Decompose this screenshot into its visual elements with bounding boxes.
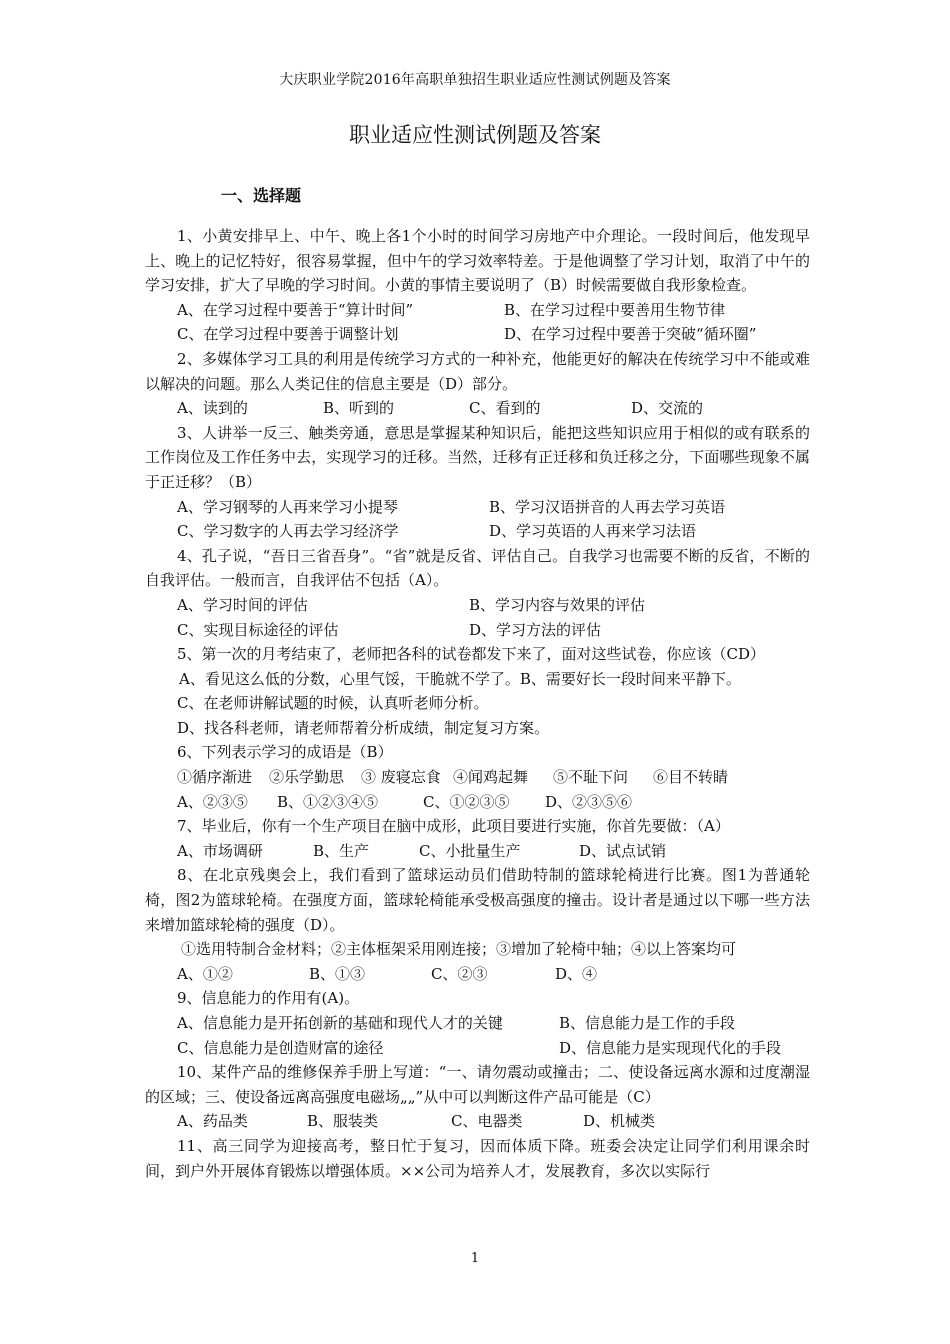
- question-5-stem: 5、第一次的月考结束了，老师把各科的试卷都发下来了，面对这些试卷，你应该（CD）: [177, 645, 766, 664]
- question-4-option-d: D、学习方法的评估: [469, 620, 602, 639]
- question-6-idiom: ③ 废寝忘食: [361, 768, 441, 787]
- question-4-stem: 4、孔子说，“吾日三省吾身”。“省”就是反省、评估自己。自我学习也需要不断的反省，不断的自我评估。一般而言，自我评估不包括（A）。: [145, 546, 810, 590]
- question-3-option-c: C、学习数字的人再去学习经济学: [177, 522, 399, 541]
- question-6-idiom: ①循序渐进: [177, 768, 253, 787]
- question-1-option-a: A、在学习过程中要善于“算计时间”: [177, 300, 414, 319]
- question-2-option-a: A、读到的: [177, 399, 248, 418]
- question-5-option-c: C、在老师讲解试题的时候，认真听老师分析。: [177, 694, 489, 713]
- question-8-option-c: C、②③: [431, 964, 488, 983]
- question-11-stem: 11、高三同学为迎接高考，整日忙于复习，因而体质下降。班委会决定让同学们利用课余时间，到户外开展体育锻炼以增强体质。××公司为培养人才，发展教育，多次以实际行: [145, 1136, 810, 1180]
- question-8-options: [145, 962, 810, 987]
- question-10-stem: 10、某件产品的维修保养手册上写道：“一、请勿震动或撞击；二、使设备远离水源和过度潮湿的区域；三、使设备远离高强度电磁场„„”从中可以判断这件产品可能是（C）: [145, 1063, 810, 1106]
- question-10-option-a: A、药品类: [177, 1112, 248, 1131]
- question-8-option-b: B、①③: [309, 964, 366, 983]
- question-10-option-b: B、服装类: [307, 1112, 379, 1131]
- question-2-option-b: B、听到的: [323, 399, 395, 418]
- question-1-option-c: C、在学习过程中要善于调整计划: [177, 325, 399, 344]
- question-4-options-row2: [145, 618, 810, 643]
- question-7-option-c: C、小批量生产: [419, 841, 521, 860]
- question-5-option-d: D、找各科老师，请老师帮着分析成绩，制定复习方案。: [177, 718, 550, 737]
- question-7-option-b: B、生产: [313, 841, 370, 860]
- question-6-option-a: A、②③⑤: [177, 792, 248, 811]
- question-8-stem: 8、在北京残奥会上，我们看到了篮球运动员们借助特制的篮球轮椅进行比赛。图1为普通轮椅，图2为篮球轮椅。在强度方面，篮球轮椅能承受极高强度的撞击。设计者是通过以下哪一些方法来增加篮球轮椅的强度（D）。: [145, 866, 810, 934]
- question-4-option-c: C、实现目标途径的评估: [177, 620, 339, 639]
- question-7-stem: 7、毕业后，你有一个生产项目在脑中成形，此项目要进行实施，你首先要做：（A）: [177, 817, 730, 836]
- section-heading: 一、选择题: [221, 186, 302, 205]
- question-3-stem: 3、人讲举一反三、触类旁通，意思是掌握某种知识后，能把这些知识应用于相似的或有联系的工作岗位及工作任务中去，实现学习的迁移。当然，迁移有正迁移和负迁移之分，下面哪些现象不属于正迁移？（B）: [145, 423, 810, 491]
- question-6-options: [145, 790, 810, 815]
- question-8-option-d: D、④: [555, 964, 598, 983]
- question-4-option-a: A、学习时间的评估: [177, 595, 308, 614]
- question-9-options-row1: [145, 1011, 810, 1036]
- question-8-option-a: A、①②: [177, 964, 233, 983]
- question-3-options-row2: [145, 519, 810, 544]
- question-1-options-row1: [145, 298, 810, 323]
- question-6-idiom: ②乐学勤思: [269, 768, 345, 787]
- question-3-option-a: A、学习钢琴的人再来学习小提琴: [177, 497, 398, 516]
- question-9-option-c: C、信息能力是创造财富的途径: [177, 1038, 384, 1057]
- question-6-stem: 6、下列表示学习的成语是（B）: [177, 743, 393, 762]
- question-8-statements: ①选用特制合金材料；②主体框架采用刚连接；③增加了轮椅中轴；④以上答案均可: [181, 940, 737, 959]
- question-9-option-a: A、信息能力是开拓创新的基础和现代人才的关键: [177, 1014, 503, 1032]
- question-10-option-c: C、电器类: [451, 1112, 523, 1131]
- question-2-stem: 2、多媒体学习工具的利用是传统学习方式的一种补充，他能更好的解决在传统学习中不能或难以解决的问题。那么人类记住的信息主要是（D）部分。: [145, 349, 810, 393]
- question-6-option-c: C、①②③⑤: [423, 792, 510, 811]
- question-9-option-d: D、信息能力是实现现代化的手段: [559, 1038, 782, 1057]
- question-3-option-d: D、学习英语的人再来学习法语: [489, 522, 697, 541]
- question-4-options-row1: [145, 593, 810, 618]
- question-1-option-d: D、在学习过程中要善于突破“循环圈”: [504, 325, 757, 344]
- question-6-idiom: ④闻鸡起舞: [453, 768, 529, 787]
- question-3-options-row1: [145, 495, 810, 520]
- question-7-option-a: A、市场调研: [177, 841, 263, 860]
- question-6-option-d: D、②③⑤⑥: [545, 792, 633, 811]
- question-9-stem: 9、信息能力的作用有(A)。: [177, 989, 360, 1008]
- question-7-options: [145, 839, 810, 864]
- question-1-options-row2: [145, 322, 810, 347]
- question-5-options-ab: A、看见这么低的分数，心里气馁，干脆就不学了。B、需要好长一段时间来平静下。: [179, 669, 741, 688]
- question-1-stem: 1、小黄安排早上、中午、晚上各1个小时的时间学习房地产中介理论。一段时间后，他发现早上、晚上的记忆特好，很容易掌握，但中午的学习效率特差。于是他调整了学习计划，取消了中午的学习安排，扩大了早晚的学习时间。小黄的事情主要说明了（B）时候需要做自我形象检查。: [145, 227, 810, 295]
- question-1-option-b: B、在学习过程中要善用生物节律: [504, 300, 726, 319]
- question-6-idiom: ⑤不耻下问: [553, 768, 629, 787]
- question-6-option-b: B、①②③④⑤: [277, 792, 379, 811]
- document-title: 职业适应性测试例题及答案: [349, 123, 601, 147]
- question-list: [145, 224, 810, 1183]
- question-7-option-d: D、试点试销: [579, 841, 667, 860]
- question-10-options: [145, 1109, 810, 1134]
- question-2-option-d: D、交流的: [631, 399, 704, 418]
- question-6-idiom-list: [145, 765, 810, 790]
- running-header: 大庆职业学院2016年高职单独招生职业适应性测试例题及答案: [279, 72, 671, 88]
- question-9-option-b: B、信息能力是工作的手段: [559, 1014, 736, 1032]
- question-6-idiom: ⑥目不转睛: [653, 768, 729, 787]
- question-3-option-b: B、学习汉语拼音的人再去学习英语: [489, 497, 726, 516]
- question-10-option-d: D、机械类: [583, 1112, 656, 1131]
- question-9-options-row2: [145, 1036, 810, 1061]
- question-2-option-c: C、看到的: [469, 399, 541, 418]
- question-2-options: [145, 396, 810, 421]
- page-number: 1: [470, 1251, 480, 1266]
- question-4-option-b: B、学习内容与效果的评估: [469, 595, 646, 614]
